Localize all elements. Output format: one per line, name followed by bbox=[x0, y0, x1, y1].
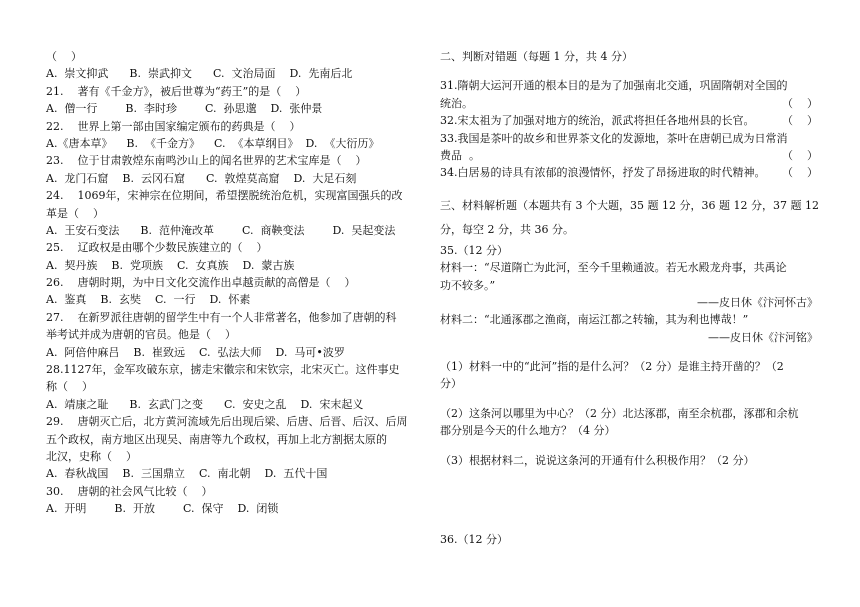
question-31-answer-blank: （ ） bbox=[782, 96, 818, 110]
left-text-line: 24. 1069年，宋神宗在位期间，希望摆脱统治危机，实现富国强兵的改 bbox=[46, 189, 403, 203]
material-1-source: ——皮日休《汴河怀古》 bbox=[697, 295, 818, 309]
question-32-line bbox=[440, 112, 818, 129]
sub-question-3-line: （3）根据材料二，说说这条河的开通有什么积极作用？（2 分） bbox=[440, 453, 755, 467]
left-text-line: A. 僧一行 B. 李时珍 C. 孙思邈 D. 张仲景 bbox=[46, 102, 323, 116]
section-2-title: 二、判断对错题（每题 1 分，共 4 分） bbox=[440, 50, 633, 63]
left-column bbox=[46, 48, 430, 518]
left-text-line: A. 契丹族 B. 党项族 C. 女真族 D. 蒙古族 bbox=[46, 258, 295, 272]
left-text-line: 22. 世界上第一部由国家编定颁布的药典是（ ） bbox=[46, 119, 301, 133]
question-33-text: 费品 。 bbox=[440, 148, 480, 162]
question-35-header: 35.（12 分） bbox=[440, 243, 508, 257]
question-33-answer-blank: （ ） bbox=[782, 148, 818, 162]
section-3-title-line-1: 三、材料解析题（本题共有 3 个大题，35 题 12 分，36 题 12 分，37 题 12 bbox=[440, 198, 819, 212]
left-text-line: 27. 在新罗派往唐朝的留学生中有一个人非常著名，他参加了唐朝的科 bbox=[46, 310, 397, 324]
left-text-line: 称（ ） bbox=[46, 380, 93, 394]
material-2-source: ——皮日休《汴河铭》 bbox=[708, 330, 818, 344]
left-text-line: A. 开明 B. 开放 C. 保守 D. 闭锁 bbox=[46, 502, 279, 516]
question-34-line bbox=[440, 164, 818, 181]
left-text-line: 28.1127年，金军攻破东京，掳走宋徽宗和宋钦宗，北宋灭亡。这件事史 bbox=[46, 363, 400, 377]
left-text-line: A.《唐本草》 B. 《千金方》 C. 《本草纲目》 D. 《大衍历》 bbox=[46, 136, 380, 150]
question-31-line-2 bbox=[440, 95, 818, 112]
left-text-line: A. 阿倍仲麻吕 B. 崔致远 C. 弘法大师 D. 马可•波罗 bbox=[46, 345, 345, 359]
left-text-line: （ ） bbox=[46, 50, 82, 63]
left-text-line: A. 鉴真 B. 玄奘 C. 一行 D. 怀素 bbox=[46, 293, 251, 307]
question-34-answer-blank: （ ） bbox=[782, 166, 818, 180]
question-33-line-2 bbox=[440, 147, 818, 164]
right-column bbox=[440, 48, 818, 548]
left-text-line: A. 靖康之耻 B. 玄武门之变 C. 安史之乱 D. 宋末起义 bbox=[46, 397, 364, 411]
sub-question-1-line-1: （1）材料一中的“此河”指的是什么河？（2 分）是谁主持开凿的？（2 bbox=[440, 360, 784, 374]
material-1-line-1: 材料一：“尽道隋亡为此河，至今千里赖通波。若无水殿龙舟事，共禹论 bbox=[440, 261, 787, 275]
question-32-text: 32.宋太祖为了加强对地方的统治，派武将担任各地州县的长官。 bbox=[440, 114, 755, 128]
section-3-title-line-2: 分，每空 2 分，共 36 分。 bbox=[440, 222, 574, 236]
question-31-line-1: 31.隋朝大运河开通的根本目的是为了加强南北交通，巩固隋朝对全国的 bbox=[440, 79, 788, 93]
left-text-line: A. 王安石变法 B. 范仲淹改革 C. 商鞅变法 D. 吴起变法 bbox=[46, 223, 396, 237]
left-text-line: 举考试并成为唐朝的官员。他是（ ） bbox=[46, 328, 236, 342]
left-text-line: A. 龙门石窟 B. 云冈石窟 C. 敦煌莫高窟 D. 大足石刻 bbox=[46, 171, 357, 185]
left-text-line: 25. 辽政权是由哪个少数民族建立的（ ） bbox=[46, 241, 268, 255]
left-text-line: 23. 位于甘肃敦煌东南鸣沙山上的闻名世界的艺术宝库是（ ） bbox=[46, 154, 367, 168]
question-31-text: 统治。 bbox=[440, 96, 473, 110]
left-text-line: 26. 唐朝时期，为中日文化交流作出卓越贡献的高僧是（ ） bbox=[46, 276, 356, 290]
left-text-line: 北汉，史称（ ） bbox=[46, 449, 137, 463]
left-text-line: 29. 唐朝灭亡后，北方黄河流域先后出现后梁、后唐、后晋、后汉、后周 bbox=[46, 415, 408, 429]
sub-question-1-line-2: 分） bbox=[440, 377, 462, 391]
left-text-line: A. 春秋战国 B. 三国鼎立 C. 南北朝 D. 五代十国 bbox=[46, 467, 328, 481]
question-32-answer-blank: （ ） bbox=[782, 114, 818, 128]
sub-question-2-line-2: 郡分别是今天的什么地方？（4 分） bbox=[440, 424, 616, 438]
left-text-line: 五个政权，南方地区出现吴、南唐等九个政权，再加上北方割据太原的 bbox=[46, 432, 387, 446]
question-34-text: 34.白居易的诗具有浓郁的浪漫情怀，抒发了昂扬进取的时代精神。 bbox=[440, 166, 766, 180]
sub-question-2-line-1: （2）这条河以哪里为中心？（2 分）北达涿郡，南至余杭郡，涿郡和余杭 bbox=[440, 406, 799, 420]
question-33-line-1: 33.我国是茶叶的故乡和世界茶文化的发源地，茶叶在唐朝已成为日常消 bbox=[440, 131, 788, 145]
left-text-line: 30. 唐朝的社会风气比较（ ） bbox=[46, 484, 213, 498]
question-36-header: 36.（12 分） bbox=[440, 533, 508, 547]
left-text-line: A. 崇文抑武 B. 崇武抑文 C. 文治局面 D. 先南后北 bbox=[46, 67, 353, 81]
left-text-line: 21. 著有《千金方》，被后世尊为“药王”的是（ ） bbox=[46, 84, 307, 98]
material-1-line-2: 功不较多。” bbox=[440, 278, 496, 292]
material-2-line: 材料二：“北通涿郡之渔商，南运江都之转输，其为利也博哉！” bbox=[440, 313, 749, 327]
left-text-line: 革是（ ） bbox=[46, 206, 104, 220]
